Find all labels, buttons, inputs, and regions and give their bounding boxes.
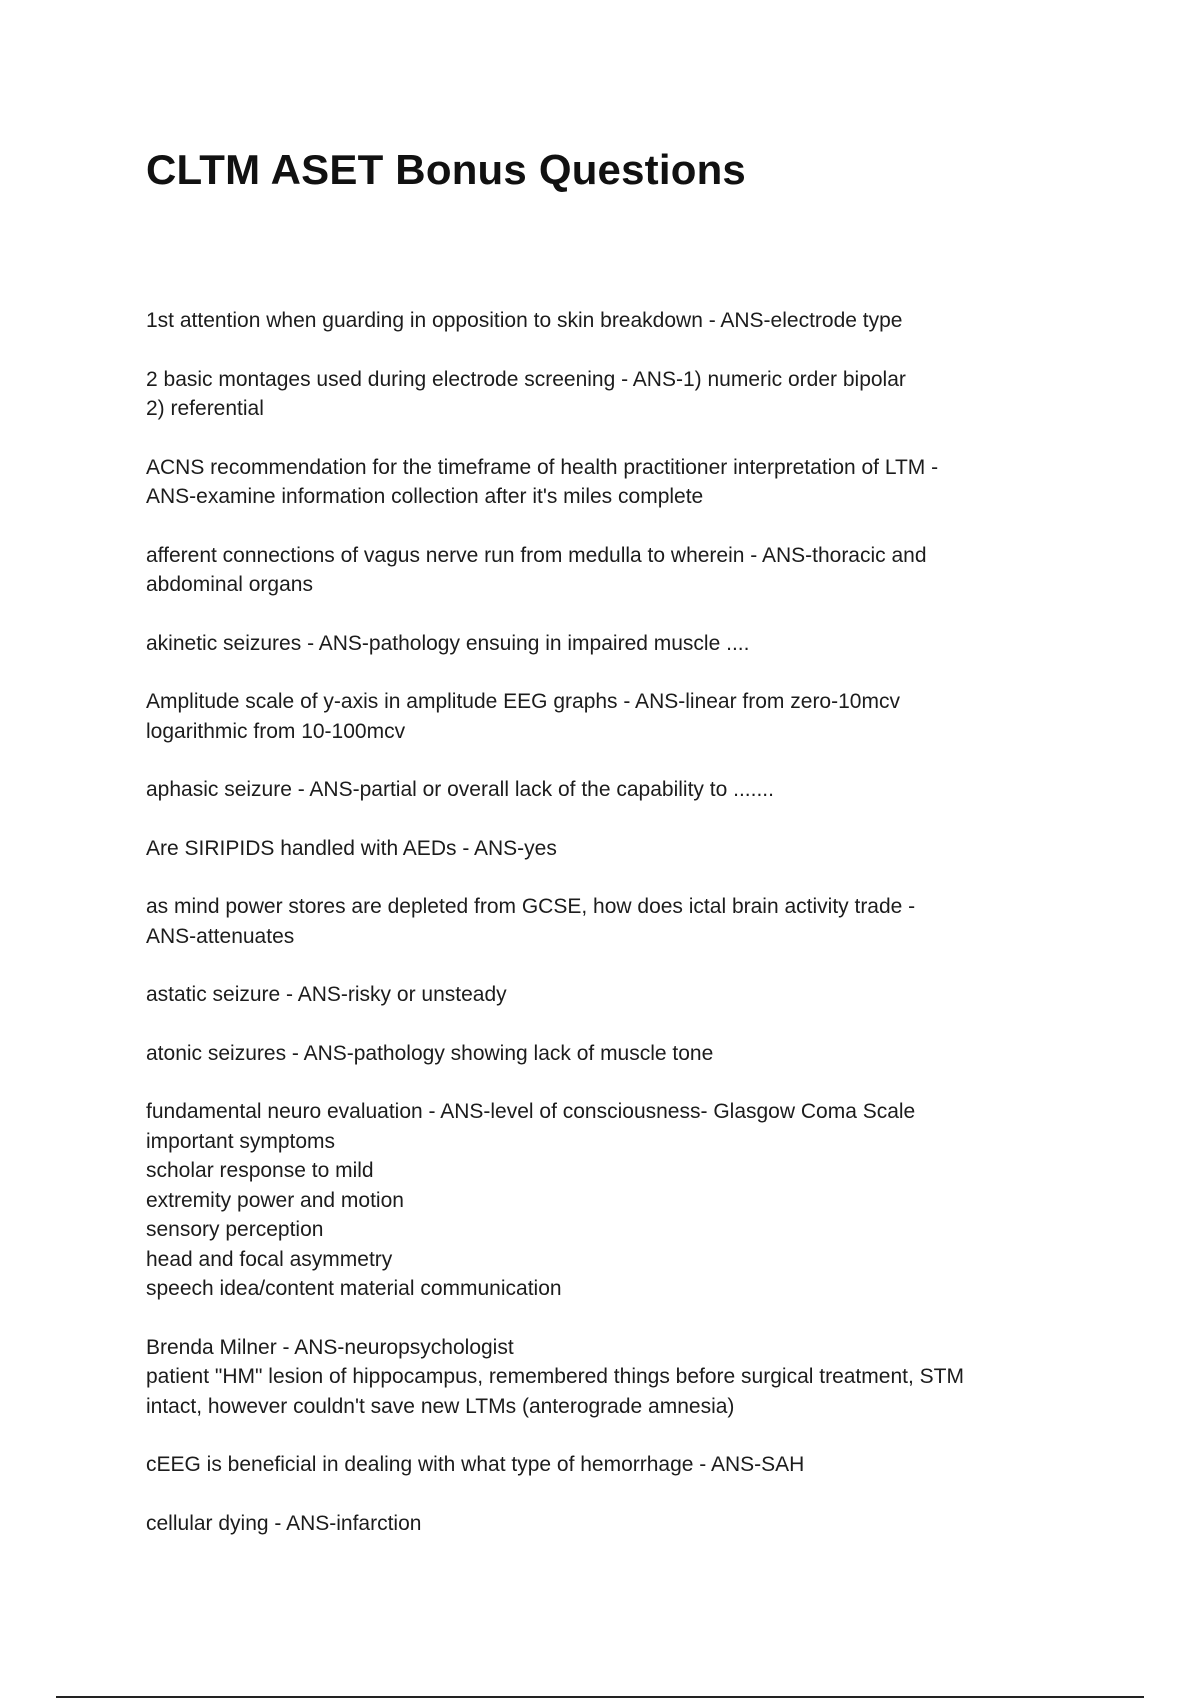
qa-entry-line: ANS-attenuates bbox=[146, 924, 295, 948]
qa-entry-line: important symptoms bbox=[146, 1129, 336, 1153]
qa-entry bbox=[146, 687, 1046, 746]
qa-entry-line: sensory perception bbox=[146, 1218, 324, 1241]
qa-entry bbox=[146, 365, 1046, 424]
qa-entry bbox=[146, 892, 1046, 951]
qa-entry-line: akinetic seizures - ANS-pathology ensuing in impaired muscle .... bbox=[146, 631, 750, 655]
qa-entry bbox=[146, 541, 1046, 600]
qa-entry-line: atonic seizures - ANS-pathology showing lack of muscle tone bbox=[146, 1041, 714, 1065]
qa-entry bbox=[146, 453, 1046, 512]
qa-entry-line: scholar response to mild bbox=[146, 1159, 374, 1182]
qa-entry bbox=[146, 1450, 1046, 1480]
qa-entry bbox=[146, 306, 1046, 336]
footer-divider bbox=[56, 1696, 1144, 1698]
qa-entry-line: abdominal organs bbox=[146, 573, 313, 596]
qa-entry-line: astatic seizure - ANS-risky or unsteady bbox=[146, 983, 507, 1006]
qa-entry-line: logarithmic from 10-100mcv bbox=[146, 719, 406, 743]
qa-entry bbox=[146, 834, 1046, 864]
qa-list bbox=[146, 306, 1046, 1567]
qa-entry-line: head and focal asymmetry bbox=[146, 1247, 393, 1271]
qa-entry-line: patient "HM" lesion of hippocampus, remembered things before surgical treatment, STM bbox=[146, 1365, 964, 1388]
qa-entry-line: fundamental neuro evaluation - ANS-level of consciousness- Glasgow Coma Scale bbox=[146, 1100, 916, 1123]
page-title: CLTM ASET Bonus Questions bbox=[146, 146, 746, 193]
qa-entry-line: aphasic seizure - ANS-partial or overall lack of the capability to ....... bbox=[146, 778, 774, 801]
qa-entry-line: speech idea/content material communication bbox=[146, 1277, 562, 1300]
qa-entry-line: ANS-examine information collection after it's miles complete bbox=[146, 485, 704, 508]
qa-entry-line: afferent connections of vagus nerve run from medulla to wherein - ANS-thoracic and bbox=[146, 543, 927, 567]
qa-entry bbox=[146, 775, 1046, 805]
qa-entry-line: Amplitude scale of y-axis in amplitude EEG graphs - ANS-linear from zero-10mcv bbox=[146, 690, 900, 713]
qa-entry-line: 2 basic montages used during electrode screening - ANS-1) numeric order bipolar bbox=[146, 367, 906, 391]
qa-entry-line: 1st attention when guarding in opposition to skin breakdown - ANS-electrode type bbox=[146, 309, 903, 332]
qa-entry bbox=[146, 1333, 1046, 1422]
qa-entry bbox=[146, 1039, 1046, 1069]
qa-entry bbox=[146, 1509, 1046, 1539]
qa-entry-line: Are SIRIPIDS handled with AEDs - ANS-yes bbox=[146, 836, 557, 860]
qa-entry-line: as mind power stores are depleted from GCSE, how does ictal brain activity trade - bbox=[146, 895, 916, 918]
qa-entry-line: cellular dying - ANS-infarction bbox=[146, 1511, 422, 1535]
qa-entry-line: cEEG is beneficial in dealing with what type of hemorrhage - ANS-SAH bbox=[146, 1453, 805, 1476]
qa-entry bbox=[146, 1097, 1046, 1304]
qa-entry-line: extremity power and motion bbox=[146, 1188, 404, 1212]
qa-entry-line: ACNS recommendation for the timeframe of health practitioner interpretation of LTM - bbox=[146, 455, 939, 479]
qa-entry bbox=[146, 629, 1046, 659]
qa-entry-line: Brenda Milner - ANS-neuropsychologist bbox=[146, 1335, 514, 1359]
qa-entry-line: intact, however couldn't save new LTMs (anterograde amnesia) bbox=[146, 1394, 735, 1418]
qa-entry-line: 2) referential bbox=[146, 397, 264, 420]
qa-entry bbox=[146, 980, 1046, 1010]
